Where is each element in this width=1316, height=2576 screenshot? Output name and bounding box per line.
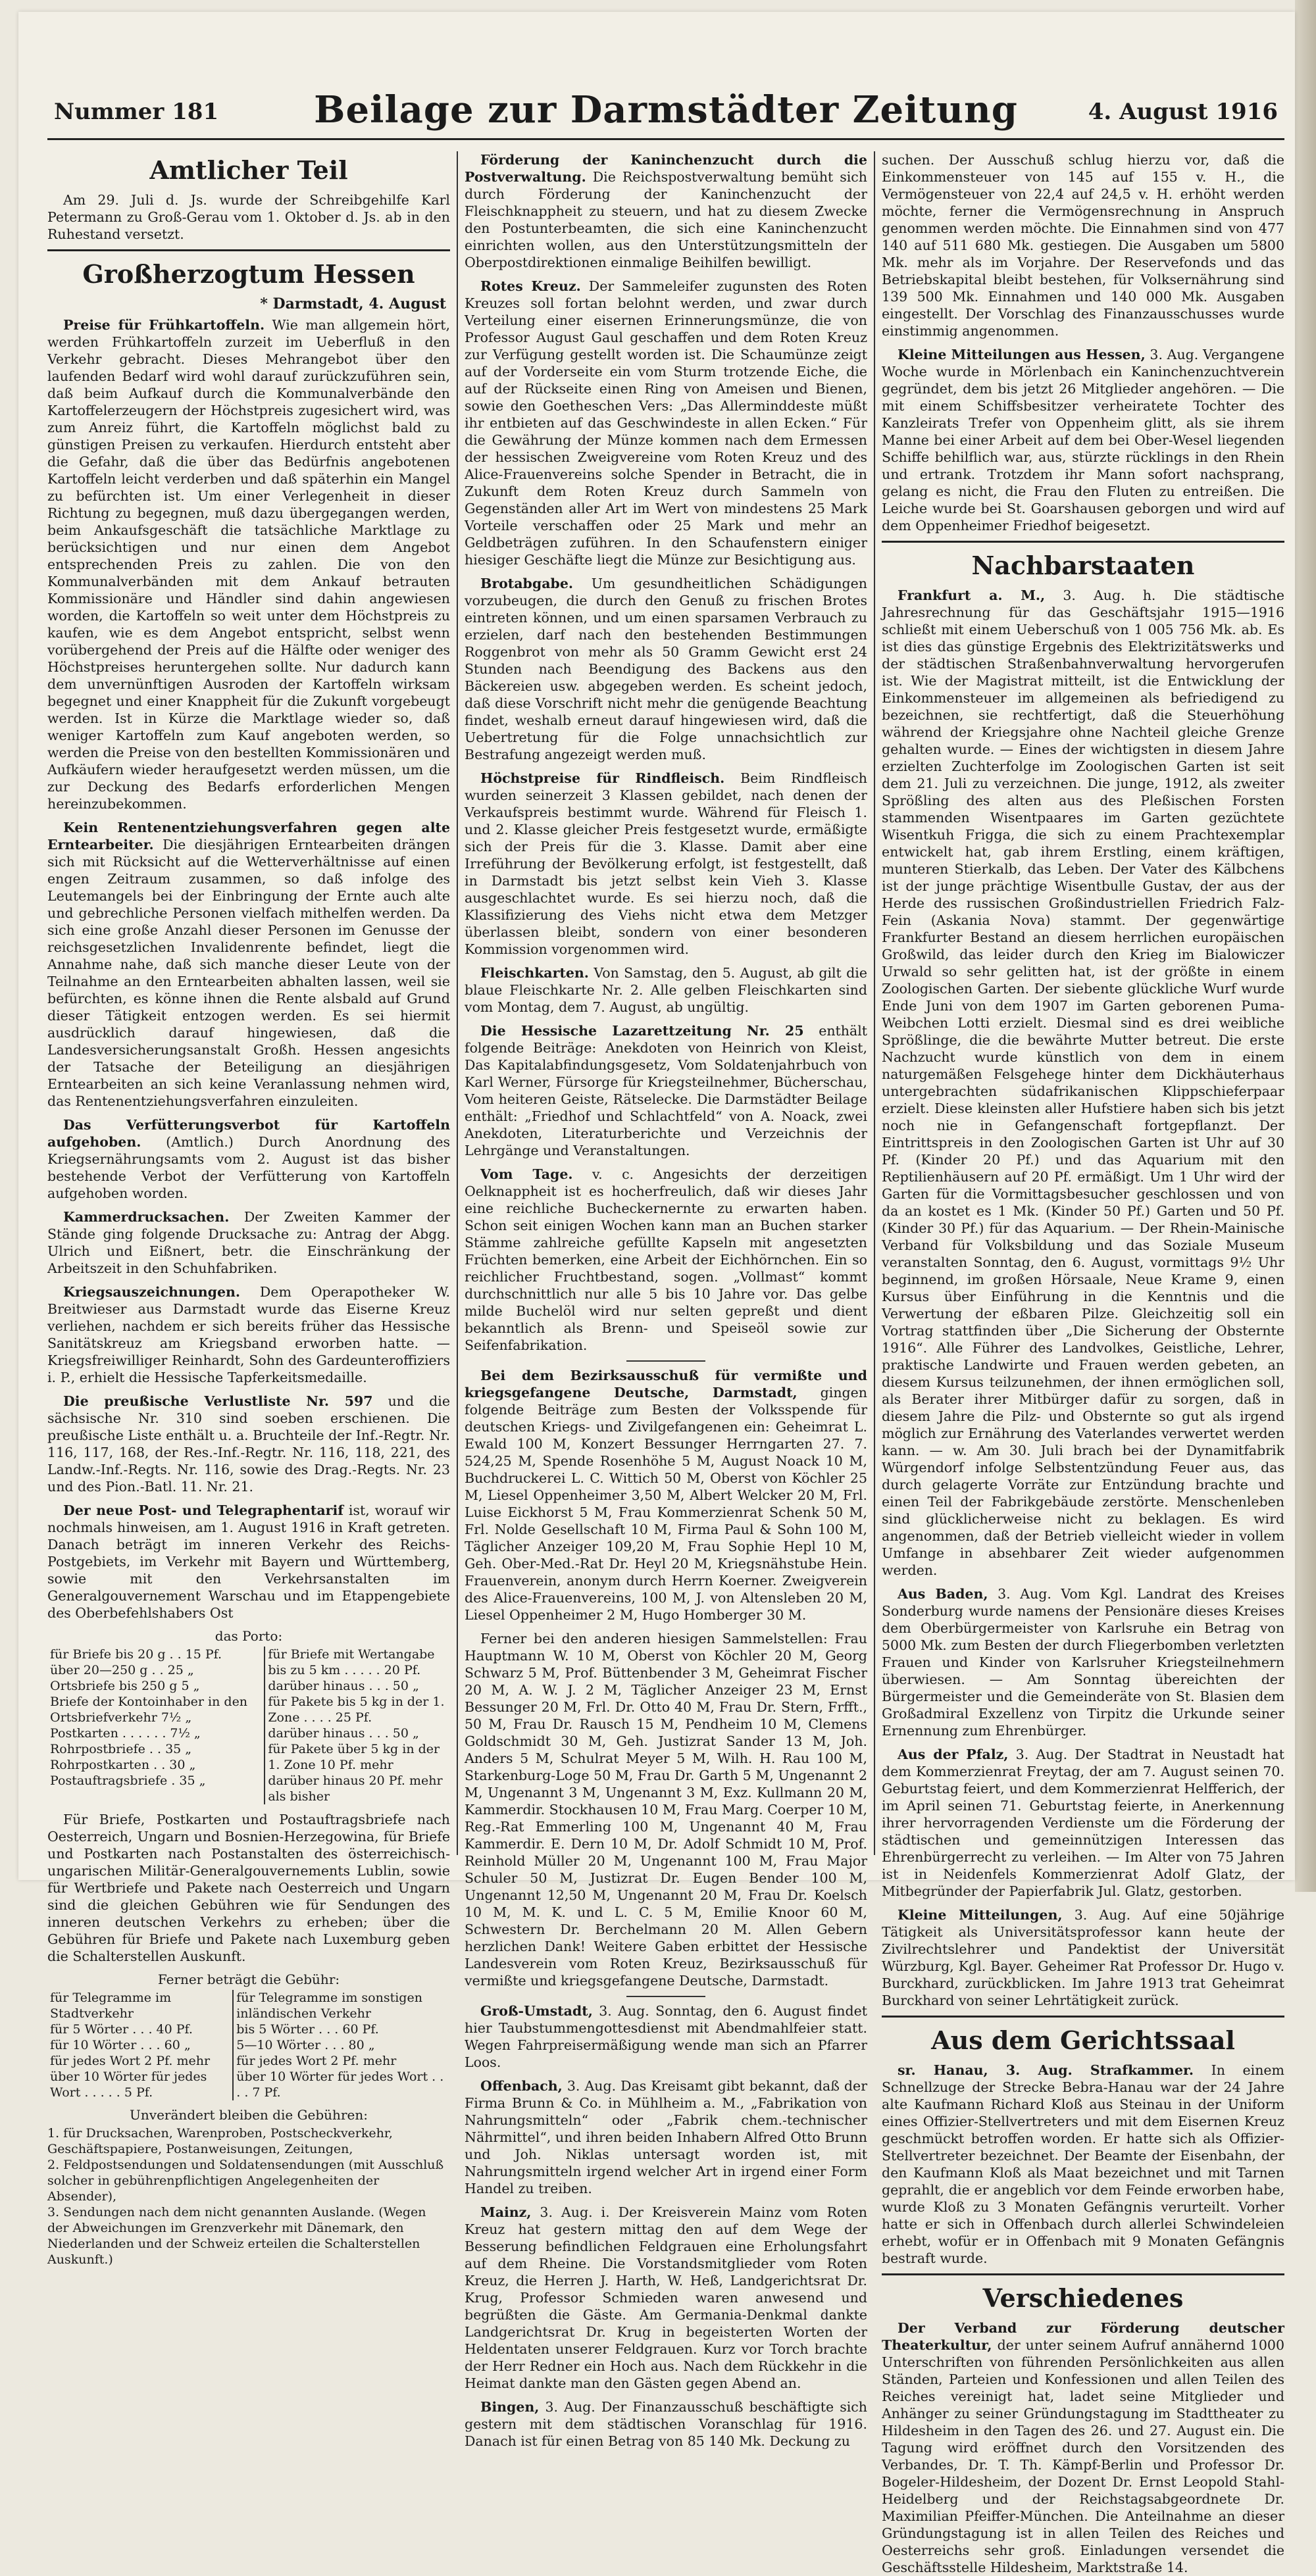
article [882,1585,1284,1739]
article-text: (Amtlich.) Durch Anordnung des Kriegsernährungsamts vom 2. August ist das bisher bestehende Verbot der Verfütterung von Kartoffeln aufgehoben worden. [47,1134,450,1201]
article [882,1746,1284,1900]
article-text: ist, worauf wir nochmals hinweisen, am 1. August 1916 in Kraft getreten. Danach beträgt im inneren Verkehr des Reichs-Postgebiets, im Verkehr mit Bayern und Württemberg, sowie mit den Verkehrsanstalten im Generalgouvernement Warschau und im Etappengebiete des Oberbefehlshabers Ost [47,1502,450,1621]
article-text: Dem Operapotheker W. Breitwieser aus Darmstadt wurde das Eiserne Kreuz verliehen, nachdem er sich bereits früher das Hessische Sanitätskreuz am Kriegsband erworben hatte. — Kriegsfreiwilliger Reinhardt, Sohn des Gardeunteroffiziers i. P., erhielt die Hessische Tapferkeitsmedaille. [47,1284,450,1385]
article-text: 3. Aug. Vom Kgl. Landrat des Kreises Sonderburg wurde namens der Pensionäre dieses Kreises dem Oberbürgermeister von Karlsruhe ein Betrag von 5000 Mk. zum Besten der durch Fliegerbomben verletzten Frauen und Kinder von Karlsruher Kriegsteilnehmern überwiesen. — Am Sonntag übereichten der Bürgermeister und die Gemeinderäte von St. Blasien dem Großadmiral Exzellenz von Tirpitz die Urkunde seiner Ernennung zum Ehrenbürger. [882,1586,1284,1739]
article [882,587,1284,1579]
gebuehr-row: bis 5 Wörter . . . 60 Pf. [236,2022,379,2037]
newspaper-page [18,12,1295,2575]
porto-row: Rohrpostbriefe . . 35 „ [50,1742,192,1756]
section-heading-nachbar: Nachbarstaaten [971,551,1195,580]
article-keyword: Brotabgabe. [480,576,574,591]
list-item: 3. Sendungen nach dem nicht genannten Auslande. (Wegen der Abweichungen im Grenzverkehr mit Dänemark, den Niederlanden und der Schweiz erteilen die Schalterstellen Auskunft.) [47,2205,426,2267]
gebuehr-left [47,1990,233,2100]
porto-row: darüber hinaus . . . 50 „ [268,1726,419,1741]
article-text: gingen folgende Beiträge zum Besten der Volksspende für deutschen Kriegs- und Zivilgefangenen ein: Geheimrat L. Ewald 100 M, Konzert Bessunger Herrngarten 27. 7. 524,25 M, Spende Rosenhöhe 5 M, August Noack 10 M, Buchdruckerei L. C. Wittich 50 M, Oberst von Köchler 25 M, Liesel Oppenheimer 3,50 M, Albert Welcker 20 M, Frl. Luise Eickhorst 5 M, Frau Kommerzienrat Schenk 50 M, Frl. Nolde Gesellschaft 10 M, Firma Paul & Sohn 100 M, Täglicher Anzeiger 109,20 M, Frau Sophie Hepl 10 M, Geh. Ober-Med.-Rat Dr. Heyl 20 M, Kriegsnähstube Hein. Frauenverein, anonym durch Herrn Koerner. Zweigverein des Alice-Frauenvereins, 100 M, J. von Altensleben 20 M, Liesel Oppenheimer 2 M, Hugo Homberger 30 M. [465,1385,867,1623]
porto-row: für Briefe bis 20 g . . 15 Pf. [50,1647,222,1662]
article-keyword: Kleine Mitteilungen, [898,1907,1063,1923]
article [47,1393,450,1495]
column-3 [882,151,1284,2575]
article-keyword: Die preußische Verlustliste Nr. 597 [63,1393,373,1409]
article-keyword: Aus der Pfalz, [898,1746,1009,1762]
porto-table [47,1647,450,1804]
article [465,278,867,568]
article-text: 3. Aug. Der Stadtrat in Neustadt hat dem Kommerzienrat Freytag, der am 7. August seinen 70. Geburtstag feiert, und dem Kommerzienrat Helfferich, der im April seinen 71. Geburtstag feierte, in Anerkennung ihrer hervorragenden Verdienste um die Förderung der städtischen und gemeinnützigen Interessen das Ehrenbürgerrecht zu verleihen. — Im Alter von 75 Jahren ist in Neidenfels Kommerzienrat Adolf Glatz, der Mitbegründer der Papierfabrik Jul. Glatz, gestorben. [882,1746,1284,1899]
article [465,1630,867,1989]
section-heading-hessen: Großherzogtum Hessen [82,259,415,289]
porto-row: für Pakete über 5 kg in der 1. Zone 10 Pf. mehr [268,1742,440,1772]
section-heading-verschiedenes: Verschiedenes [982,2283,1184,2313]
article-continuation: suchen. Der Ausschuß schlug hierzu vor, daß die Einkommensteuer von 145 auf 155 v. H., die Vermögensteuer von 22,4 auf 24,5 v. H. erhöht werden möchte, ferner die Vermögensrechnung in Anspruch genommen werden möchte. Die Einnahmen sind von 477 140 auf 511 680 Mk. gestiegen. Die Ausgaben um 5800 Mk. mehr als im Vorjahre. Der Reservefonds und das Betriebskapital bleibt bestehen, für Volksernährung sind 139 500 Mk. Einnahmen und 140 000 Mk. Ausgaben eingestellt. Der Vorschlag des Finanzausschusses wurde einstimmig angenommen. [882,152,1284,339]
issue-date: 4. August 1916 [1088,99,1278,125]
article [465,1022,867,1159]
section-heading-gericht: Aus dem Gerichtssaal [931,2025,1235,2055]
article [465,2204,867,2392]
gebuehr-row: 5—10 Wörter . . . 80 „ [236,2038,375,2052]
porto-row: Ortsbriefe bis 250 g 5 „ [50,1679,200,1693]
article-keyword: Förderung der Kaninchenzucht durch die Postverwaltung. [465,152,867,185]
column-2 [465,151,867,2449]
article [47,1283,450,1386]
article [47,316,450,812]
gebuehr-row: für Telegramme im Stadtverkehr [50,1991,172,2021]
porto-row: darüber hinaus 20 Pf. mehr als bisher [268,1773,443,1804]
column-1 [47,151,450,2267]
article-keyword: Mainz, [480,2204,532,2220]
article [882,2319,1284,2576]
gebuehr-row: über 10 Wörter für jedes Wort . . . . . 5 Pf. [50,2069,207,2100]
article-text: 3. Aug. Vergangene Woche wurde in Mörlenbach ein Kaninchenzuchtverein gegründet, dem bis jetzt 26 Mitglieder angehören. — Die mit einem Schiffsbesitzer verheiratete Tochter des Kanzleirats Trefer von Oppenheim glitt, als sie ihrem Manne bei einer Arbeit auf dem bei Ober-Wesel liegenden Schiffe behilflich war, aus, stürzte rücklings in den Rhein und ertrank. Trotzdem ihr Mann sofort nachsprang, gelang es nicht, die Frau den Fluten zu entreißen. Die Leiche wurde bei St. Goarshausen geborgen und wird auf dem Oppenheimer Friedhof beigesetzt. [882,347,1284,533]
gebuehr-row: für jedes Wort 2 Pf. mehr [50,2054,211,2068]
porto-row: für Briefe mit Wertangabe bis zu 5 km . . . . . 20 Pf. [268,1647,435,1677]
gebuehr-row: für 5 Wörter . . . 40 Pf. [50,2022,193,2037]
article-keyword: Bingen, [480,2399,540,2415]
article-text: v. c. Angesichts der derzeitigen Oelknappheit ist es hocherfreulich, daß wir dieses Jahr eine reichliche Bucheckernernte zu erwarten haben. Schon seit einigen Wochen kann man an Buchen starker Stämme zahlreiche gefüllte Kapseln mit angesetzten Früchten bemerken, eine Arbeit der Eichhörnchen. Ein so reichlicher Fruchtbestand, sogen. „Vollmast“ kommt durchschnittlich nur alle 5 bis 10 Jahre vor. Das gelbe milde Buchelöl wird nur selten gepreßt und dient bekanntlich als Brenn- und Speiseöl sowie zur Seifenfabrikation. [465,1166,867,1353]
official-notice: Am 29. Juli d. Js. wurde der Schreibgehilfe Karl Petermann zu Groß-Gerau vom 1. Oktober d. Js. ab in den Ruhestand versetzt. [47,192,450,242]
gebuehr-row: für Telegramme im sonstigen inländischen Verkehr [236,1991,422,2021]
article-keyword: sr. Hanau, 3. Aug. Strafkammer. [898,2062,1194,2078]
article-keyword: Rotes Kreuz. [480,278,581,294]
section-rule [882,2273,1284,2275]
article-keyword: Höchstpreise für Rindfleisch. [480,770,725,786]
article-keyword: Der Verband zur Förderung deutscher Theaterkultur, [882,2320,1284,2353]
article-keyword: Kammerdrucksachen. [63,1209,230,1225]
gebuehr-row: für 10 Wörter . . . 60 „ [50,2038,191,2052]
article [465,964,867,1016]
column-rule [457,151,458,1855]
article-text: Von Samstag, den 5. August, ab gilt die blaue Fleischkarte Nr. 2. Alle gelben Fleischkarten sind vom Montag, dem 7. August, ab ungültig. [465,965,867,1015]
section-heading-official: Amtlicher Teil [149,155,348,185]
article-text: Ferner bei den anderen hiesigen Sammelstellen: Frau Hauptmann W. 10 M, Oberst von Köchler 20 M, Georg Schwarz 5 M, Prof. Büttenbender 3 M, Geheimrat Fischer 20 M, A. W. J. 2 M, Täglicher Anzeiger 23 M, Ernst Bessunger 20 M, Frl. Dr. Otto 40 M, Frau Dr. Stern, Frfft., 50 M, Frau Dr. Rausch 15 M, Pendheim 10 M, Clemens Goldschmidt 30 M, Geh. Justizrat Sander 13 M, Joh. Anders 5 M, Schulrat Meyer 5 M, Wilh. H. Rau 100 M, Starkenburg-Loge 50 M, Frau Dr. Garth 5 M, Ungenannt 2 M, Ungenannt 3 M, Ungenannt 3 M, Exz. Kullmann 20 M, Kammerdir. Stockhausen 10 M, Frau Marg. Coerper 10 M, Reg.-Rat Emmerling 100 M, Ungenannt 40 M, Frau Kammerdir. E. Dern 10 M, Dr. Adolf Schmidt 10 M, Prof. Reinhold Müller 20 M, Ungenannt 100 M, Frau Major Schuler 50 M, Justizrat Dr. Eugen Bender 100 M, Ungenannt 12,50 M, Ungenannt 20 M, Frau Dr. Koelsch 10 M, M. K. und L. C. 5 M, Emilie Knoor 60 M, Schwestern Dr. Berchelmann 20 M. Allen Gebern herzlichen Dank! Weitere Gaben erbittet der Hessische Landesverein vom Roten Kreuz, Bezirksausschuß für vermißte und kriegsgefangene Deutsche, Darmstadt. [465,1631,867,1989]
article [882,1906,1284,2009]
article-keyword: Fleischkarten. [480,965,589,981]
article [465,2002,867,2071]
article-text: 3. Aug. Auf eine 50jährige Tätigkeit als Universitätsprofessor kann heute der Zivilrechtslehrer und Pandektist der Universität Würzburg, Kgl. Bayer. Geheimer Rat Professor Dr. Hugo v. Burckhard, zurückblicken. Im Jahre 1913 trat Geheimrat Burckhard von seiner Lehrtätigkeit zurück. [882,1907,1284,2008]
porto-row: darüber hinaus . . . 50 „ [268,1679,419,1693]
unchanged-list [47,2125,450,2267]
gebuehr-table [47,1990,450,2100]
article-keyword: Kein Rentenentziehungsverfahren gegen alte Erntearbeiter. [47,820,450,853]
article [465,1166,867,1354]
article [47,819,450,1110]
article-text: Der Zweiten Kammer der Stände ging folgende Drucksache zu: Antrag der Abgg. Ulrich und Eißnert, betr. die Einschränkung der Arbeitszeit in den Schuhfabriken. [47,1209,450,1276]
article-text: 3. Aug. Der Finanzausschuß beschäftigte sich gestern mit dem städtischen Voranschlag für 1916. Danach ist für einen Betrag von 85 140 Mk. Deckung zu [465,2399,867,2449]
porto-left [47,1647,265,1804]
section-rule [882,541,1284,543]
gebuehr-right [233,1990,450,2100]
article-text: Wie man allgemein hört, werden Frühkartoffeln zurzeit im Ueberfluß in den Verkehr gebracht. Dieses Mehrangebot über den laufenden Bedarf wird wohl darauf zurückzuführen sein, daß beim Aufkauf durch die Kommunalverbände den Kartoffelerzeugern der Höchstpreis zugesichert wird, was zum Anreiz führt, die Kartoffeln möglichst bald zu günstigen Preisen zu verkaufen. Hierdurch entsteht aber die Gefahr, daß die über das Bedürfnis angebotenen Kartoffeln leicht verderben und daß späterhin ein Mangel zu befürchten ist. Um einer Verlegenheit in dieser Richtung zu begegnen, muß dazu übergegangen werden, beim Ankaufsgeschäft die tatsächliche Marktlage zu berücksichtigen und nur einen dem Angebot entsprechenden Preis zu zahlen. Die von den Kommunalverbänden mit dem Ankauf betrauten Kommissionäre und Händler sind dahin angewiesen worden, die Kartoffeln so weit unter dem Höchstpreis zu kaufen, wie es dem Angebot entspricht, selbst wenn vorübergehend der Preis auf die Hälfte oder weniger des Höchstpreises heruntergehen sollte. Nur dadurch kann dem unvernünftigen Ausroden der Kartoffeln wirksam begegnet und einer Knappheit für die Zukunft vorgebeugt werden. Ist in Kürze die Marktlage wieder so, daß weniger Kartoffeln zum Kauf angeboten werden, so werden die Preise von den bestellten Kommissionären und Aufkäufern wieder heraufgesetzt werden müssen, um die zur Deckung des Bedarfs erforderlichen Mengen hereinzubekommen. [47,317,450,812]
article-keyword: Preise für Frühkartoffeln. [63,317,265,333]
article-text: der unter seinem Aufruf annähernd 1000 Unterschriften von führenden Persönlichkeiten aus allen Ständen, Parteien und Konfessionen und allen Teilen des Reiches vereinigt hat, ladet seine Mitglieder und Anhänger zu seiner Gründungstagung im Stadttheater zu Hildesheim in den Tagen des 26. und 27. August ein. Die Tagung wird eröffnet durch den Vorsitzenden des Verbandes, Dr. T. Th. Kämpf-Berlin und Professor Dr. Bogeler-Hildesheim, der Dozent Dr. Ernst Leopold Stahl-Heidelberg und der Reichstagsabgeordnete Dr. Maximilian Pfeiffer-München. Die Anteilnahme an dieser Gründungstagung ist in allen Teilen des Reiches und Oesterreichs sehr groß. Einladungen versendet die Geschäftsstelle Hildesheim, Marktstraße 14. [882,2337,1284,2575]
article-keyword: Vom Tage. [480,1166,573,1182]
article [882,346,1284,534]
unchanged-heading: Unverändert bleiben die Gebühren: [130,2107,368,2123]
article-text: In einem Schnellzuge der Strecke Bebra-Hanau war der 24 Jahre alte Kaufmann Richard Kloß aus Steinau in der Uniform eines Offizier-Stellvertreters und mit dem Eisernen Kreuz geschmückt betroffen worden. Er hatte sich als Offizier-Stellvertreter bezeichnet. Der Beamte der Eisenbahn, der den Kaufmann Kloß als Maat bezeichnet und mit Tarnen geprahlt, die er angeblich vor dem Feinde erworben habe, wurde Kloß zu 3 Monaten Gefängnis verurteilt. Vorher hatte er sich in Offenbach durch allerlei Schwindeleien erhebt, wofür er in Offenbach mit 9 Monaten Gefängnis bestraft wurde. [882,2062,1284,2266]
gebuehr-row: über 10 Wörter für jedes Wort . . . . 7 Pf. [236,2069,444,2100]
article-keyword: Die Hessische Lazarettzeitung Nr. 25 [480,1023,804,1039]
page-edge [1295,0,1316,1892]
article [465,2077,867,2197]
porto-row: Rohrpostkarten . . 30 „ [50,1758,196,1772]
column-rule [874,151,875,1855]
article-text: Die Reichspostverwaltung bemüht sich durch Förderung der Kaninchenzucht der Fleischknappheit zu steuern, und hat zu diesem Zwecke den Postunterbeamten, die sich eine Kaninchenzucht einrichten wollen, aus den Unterstützungsmitteln der Oberpostdirektionen einmalige Beihilfen bewilligt. [465,169,867,270]
article [47,1116,450,1202]
porto-right [265,1647,450,1804]
issue-number: Nummer 181 [54,99,219,125]
article [47,1502,450,1622]
dateline: * Darmstadt, 4. August [260,295,446,312]
porto-row: Briefe der Kontoinhaber in den Ortsbriefverkehr 7½ „ [50,1695,248,1725]
article-text: Beim Rindfleisch wurden seinerzeit 3 Klassen gebildet, nach denen der Verkaufspreis bestimmt wurde. Während für Fleisch 1. und 2. Klasse gleicher Preis festgesetzt wurde, ermäßigte sich der Preis für die 3. Klasse. Damit aber eine Irreführung der Bevölkerung erfolgt, ist festgestellt, daß in Darmstadt bis jetzt selbst kein Vieh 3. Klasse ausgeschlachtet wurde. Es sei hierzu noch, daß die Klassifizierung des Viehs nicht etwa dem Metzger überlassen bleibt, sondern von einer besonderen Kommission vorgenommen wird. [465,770,867,957]
gebuehr-row: für jedes Wort 2 Pf. mehr [236,2054,397,2068]
newspaper-title: Beilage zur Darmstädter Zeitung [314,88,1018,132]
article-keyword: Der neue Post- und Telegraphentarif [63,1502,344,1518]
article-keyword: Groß-Umstadt, [480,2003,593,2019]
article [465,2398,867,2450]
gebuehr-heading: Ferner beträgt die Gebühr: [157,1971,340,1987]
section-rule [47,249,450,251]
divider [626,1360,705,1362]
article-text: enthält folgende Beiträge: Anekdoten von Heinrich von Kleist, Das Kapitalabfindungsgesetz, Vom Soldatenjahrbuch von Karl Werner, Fürsorge für Kriegsteilnehmer, Bücherschau, Vom heiteren Geiste, Rätselecke. Die Darmstädter Beilage enthält: „Friedhof und Schlachtfeld“ von A. Noack, zwei Anekdoten, Literaturberichte und Verzeichnis der Lehrgänge und Veranstaltungen. [465,1023,867,1158]
list-item: 2. Feldpostsendungen und Soldatensendungen (mit Ausschluß solcher in gebührenpflichtigen Angelegenheiten der Absender), [47,2158,444,2204]
article-text: und die sächsische Nr. 310 sind soeben erschienen. Die preußische Liste enthält u. a. Bruchteile der Inf.-Regtr. Nr. 116, 117, 168, der Res.-Inf.-Regtr. Nr. 116, 118, 221, des Landw.-Inf.-Regts. Nr. 116, sowie des Drag.-Regts. Nr. 23 und des Pion.-Batl. 11. Nr. 21. [47,1393,450,1495]
porto-row: für Pakete bis 5 kg in der 1. Zone . . . . 25 Pf. [268,1695,445,1725]
divider [626,1996,705,1997]
columns [47,151,1284,2575]
article [47,1208,450,1277]
porto-row: Postkarten . . . . . . 7½ „ [50,1726,201,1741]
article [882,2062,1284,2267]
article-text: Die diesjährigen Erntearbeiten drängen sich mit Rücksicht auf die Wetterverhältnisse auf einen engen Zeitraum zusammen, so daß infolge des Leutemangels bei der Einbringung der Ernte auch alte und gebrechliche Personen vielfach mithelfen werden. Da sich eine große Anzahl dieser Personen im Genusse der reichsgesetzlichen Invalidenrente befindet, liegt die Annahme nahe, daß sich manche dieser Leute von der Teilnahme an den Erntearbeiten abhalten lassen, weil sie befürchten, es könne ihnen die Rente alsbald auf Grund dieser Tätigkeit entzogen werden. Es sei hiermit ausdrücklich darauf hingewiesen, daß die Landesversicherungsanstalt Großh. Hessen angesichts der Tatsache der Beteiligung an diesjährigen Erntearbeiten an sich keine Veranlassung nehmen wird, das Rentenentziehungsverfahren einzuleiten. [47,837,450,1109]
article [465,1367,867,1623]
article-keyword: Offenbach, [480,2078,563,2094]
section-rule [882,2016,1284,2018]
list-item: 1. für Drucksachen, Warenproben, Postscheckverkehr, Geschäftspapiere, Postanweisungen, Zeitungen, [47,2126,393,2156]
porto-heading: das Porto: [215,1628,283,1644]
article-keyword: Frankfurt a. M., [898,587,1046,603]
article-text: 3. Aug. Das Kreisamt gibt bekannt, daß der Firma Brunn & Co. in Mühlheim a. M., „Fabrikation von Nahrungsmitteln“ oder „Fabrik chem.-technischer Nährmittel“, und ihren beiden Inhabern Alfred Otto Brunn und Joh. Niklas untersagt worden ist, mit Nahrungsmitteln irgend welcher Art in irgend einer Form Handel zu treiben. [465,2078,867,2196]
article-text: 3. Aug. i. Der Kreisverein Mainz vom Roten Kreuz hat gestern mittag den auf dem Wege der Besserung befindlichen Feldgrauen eine Erholungsfahrt auf dem Rheine. Die Vorstandsmitglieder vom Roten Kreuz, die Herren J. Harth, W. Heß, Landgerichtsrat Dr. Krug, Professor Schmieden waren anwesend und begrüßten die Gäste. Am Germania-Denkmal dankte Landgerichtsrat Dr. Krug in begeisterten Worten der Heldentaten unserer Feldgrauen. Kurz vor Torch brachte der Herr Redner ein Hoch aus. Nach dem Rückkehr in die Heimat dankte man den Gästen gegen Abend an. [465,2204,867,2391]
article-keyword: Aus Baden, [898,1586,988,1602]
masthead [47,86,1284,140]
article-text: Für Briefe, Postkarten und Postauftragsbriefe nach Oesterreich, Ungarn und Bosnien-Herzegowina, für Briefe und Postkarten nach Postanstalten des österreichisch-ungarischen Militär-Generalgouvernements Lublin, sowie für Wertbriefe und Pakete nach Oesterreich und Ungarn sind die gleichen Gebühren wie für Sendungen des inneren deutschen Verkehrs zu erheben; über die Gebühren für Briefe und Pakete nach Luxemburg geben die Schalterstellen Auskunft. [47,1812,450,1964]
article [465,151,867,271]
article [465,575,867,763]
article-keyword: Kleine Mitteilungen aus Hessen, [898,347,1146,362]
article-text: 3. Aug. Sonntag, den 6. August findet hier Taubstummengottesdienst mit Abendmahlfeier statt. Wegen Fahrpreisermäßigung wende man sich an Pfarrer Loos. [465,2003,867,2070]
article-keyword: Kriegsauszeichnungen. [63,1284,241,1300]
article-text: Der Sammeleifer zugunsten des Roten Kreuzes soll fortan belohnt werden, und zwar durch Verteilung einer eisernen Erinnerungsmünze, die von Professor August Gaul geschaffen und dem Roten Kreuz zur Verfügung gestellt worden ist. Die Schaumünze zeigt auf der Vorderseite ein vom Sturm trotzende Eiche, die auf der Rückseite einen Ring von Ameisen und Bienen, sowie den Goetheschen Vers: „Das Allerminddeste müßt ihr entbieten auf das Geschwindeste in allen Ecken.“ Für die Gewährung der Münze kommen nach dem Ermessen der hessischen Zweigvereine vom Roten Kreuz und des Alice-Frauenvereins solche Spender in Betracht, die in Zukunft dem Roten Kreuz durch Sammeln von Gegenständen aller Art im Wert von mindestens 25 Mark Vorteile verschaffen oder 25 Mark und mehr an Geldbeträgen zuführen. In den Schaufenstern einiger hiesiger Geschäfte liegt die Münze zur Besichtigung aus. [465,278,867,568]
article-keyword: Das Verfütterungsverbot für Kartoffeln aufgehoben. [47,1117,450,1150]
porto-row: über 20—250 g . . 25 „ [50,1663,194,1677]
article-text: 3. Aug. h. Die städtische Jahresrechnung für das Geschäftsjahr 1915—1916 schließt mit einem Ueberschuß von 1 005 756 Mk. ab. Es ist dies das günstige Ergebnis des Elektrizitätswerks und der städtischen Straßenbahnverwaltung hervorgerufen ist. Wie der Magistrat mitteilt, ist die Entwicklung der Einkommensteuer im allgemeinen als befriedigend zu bezeichnen, sie rechtfertigt, daß die Steuerhöhung während der Kriegsjahre ohne Nachteil gleiche Grenze gehalten wurde. — Eines der wichtigsten in diesem Jahre erzielten Zuchterfolge im Zoologischen Garten ist seit dem 21. Juli zu verzeichnen. Die junge, 1912, als zweiter Sprößling des alten aus des Pleßischen Forsten stammenden Wisentpaares im Garten gezüchtete Wisentkuh Frigga, die sich zu einem Prachtexemplar entwickelt hat, gab ihrem Erstling, einem kräftigen, munteren Stierkalb, das Leben. Der Vater des Kälbchens ist der junge prächtige Wisentbulle Gustav, der aus der Herde des russischen Großindustriellen Friedrich Falz-Fein (Askania Nova) stammt. Der gegenwärtige Frankfurter Bestand an diesem herrlichen europäischen Großwild, das leider durch den Krieg im Bialowiczer Urwald so sehr gelitten hat, ist der größte in einem Zoologischen Garten. Der siebente glückliche Wurf wurde Ende Juni von dem 1907 im Garten geborenen Puma-Weibchen Lotti erzielt. Diesmal sind es drei weibliche Sprößlinge, die die bewährte Mutter betreut. Die erste Nachzucht wurde künstlich von dem in einem naturgemäßen Felsgehege hinter dem Dickhäuterhaus untergebrachten südafrikanischen Klippschieferpaar erzielt. Diese kleinsten aller Hufstiere haben sich bis jetzt noch nie in Gefangenschaft fortgepflanzt. Der Eintrittspreis in den Zoologischen Garten ist Uhr auf 30 Pf. (Kinder 20 Pf.) und das Aquarium mit den Reptilienhäusern auf 20 Pf. ermäßigt. Um 1 Uhr wird der Garten für die Vormittagsbesucher geschlossen und von da an kostet es 1 Mk. (Kinder 50 Pf.) Garten und 50 Pf. (Kinder 30 Pf.) für das Aquarium. — Der Rhein-Mainische Verband für Volksbildung und das Soziale Museum veranstalten Sonntag, den 6. August, vormittags 9½ Uhr beginnend, im großen Hörsaale, Neue Krame 9, einen Kursus über Einführung in die Kenntnis und die Verwertung der eßbaren Pilze. Gleichzeitig soll ein Vortrag stattfinden über „Die Sicherung der Obsternte 1916“. Alle Führer des Landvolkes, Geistliche, Lehrer, praktische Landwirte und Frauen werden gebeten, an diesem Kursus teilzunehmen, der ihnen ermöglichen soll, als Berater ihrer Mitbürger dafür zu sorgen, daß in diesem Jahre die Pilz- und Obsternte so gut als irgend möglich zur Ernährung des Vaterlandes verwertet werden kann. — w. Am 30. Juli brach bei der Dynamitfabrik Würgendorf infolge Selbstentzündung Feuer aus, das durch gelagerte Vorräte zur Entzündung brachte und einen Teil der Fabrikgebäude zerstörte. Menschenleben sind glücklicherweise nicht zu beklagen. Es wird angenommen, daß der Betrieb vielleicht wieder in vollem Umfange in absehbarer Zeit wieder aufgenommen werden. [882,587,1284,1578]
article-keyword: Bei dem Bezirksausschuß für vermißte und kriegsgefangene Deutsche, Darmstadt, [465,1368,867,1400]
article-text: Um gesundheitlichen Schädigungen vorzubeugen, die durch den Genuß zu frischen Brotes eintreten können, und um einen sparsamen Verbrauch zu erzielen, darf nach den bestehenden Bestimmungen Roggenbrot von mehr als 50 Gramm Gewicht erst 24 Stunden nach Beendigung des Backens aus den Bäckereien usw. abgegeben werden. Es scheint jedoch, daß diese Vorschrift nicht mehr die genügende Beachtung findet, weshalb erneut darauf hingewiesen wird, daß die Uebertretung für die Folge unnachsichtlich zur Bestrafung angezeigt werden muß. [465,576,867,762]
article [465,770,867,958]
porto-row: Postauftragsbriefe . 35 „ [50,1773,206,1788]
